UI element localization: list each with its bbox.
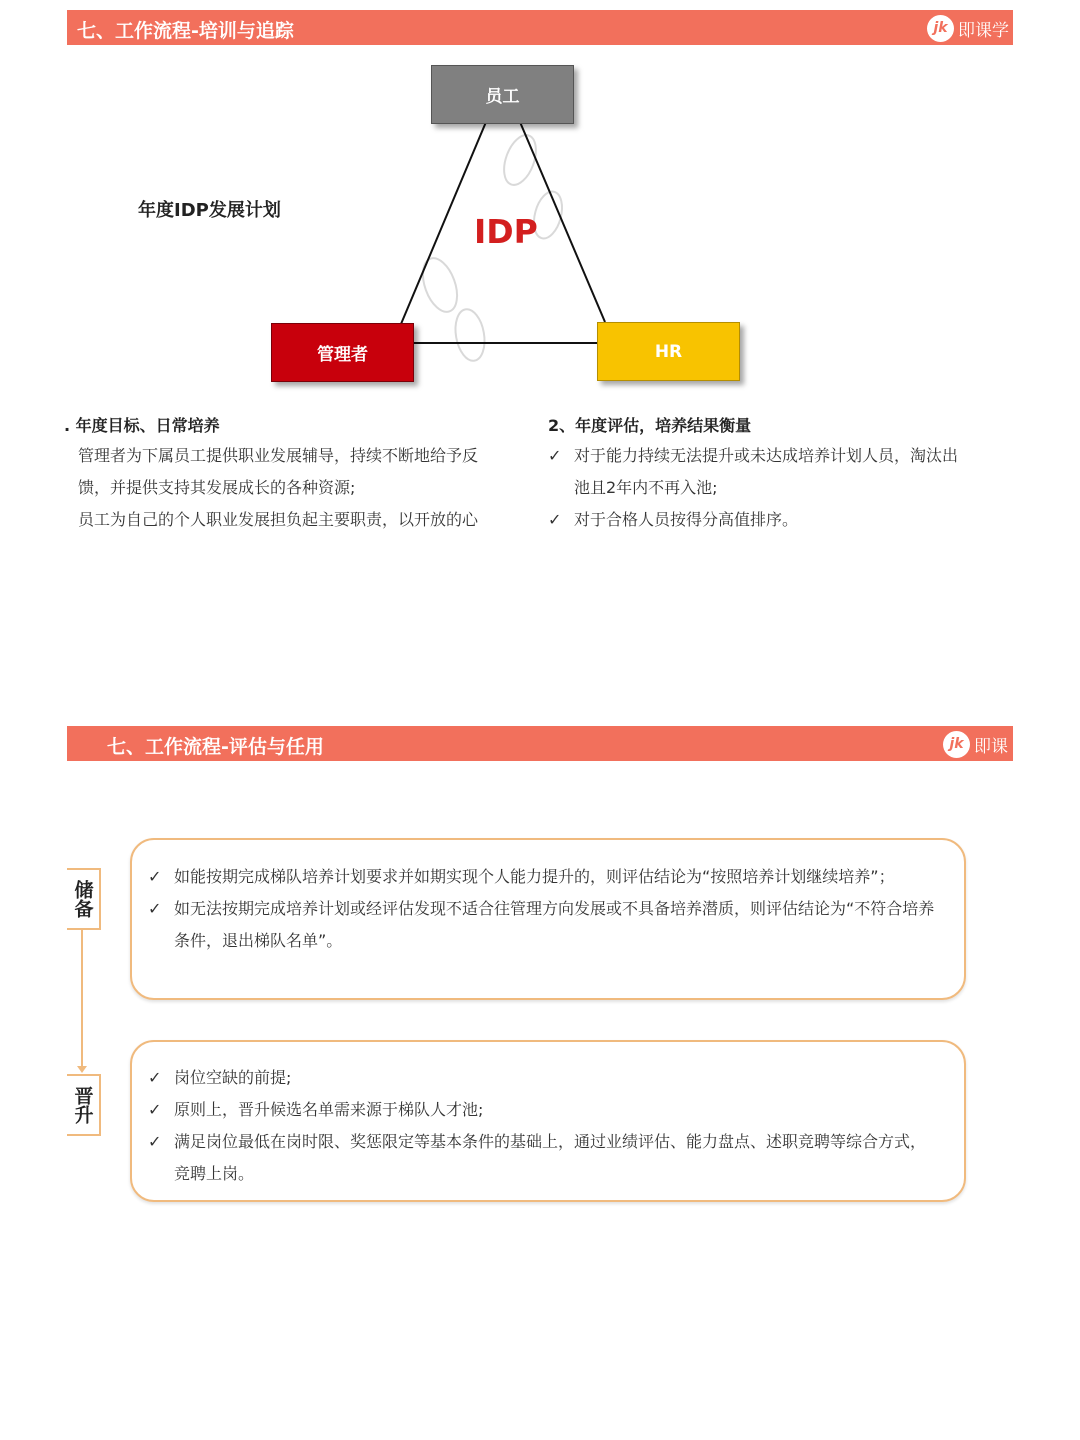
annual-idp-plan-label: 年度IDP发展计划: [138, 200, 281, 221]
node-manager: 管理者: [271, 323, 414, 382]
stage-connector-line: [81, 930, 83, 1070]
right-column-heading: 2、年度评估，培养结果衡量: [548, 416, 752, 435]
right-column-list: [548, 440, 973, 536]
list-item: [548, 504, 973, 536]
check-icon: ✓: [148, 1100, 162, 1119]
check-icon: ✓: [148, 899, 162, 918]
paragraph-line: 员工为自己的个人职业发展担负起主要职责，以开放的心: [78, 510, 479, 529]
stage-tab-reserve: 储备: [67, 868, 101, 930]
list-item-text: 对于能力持续无法提升或未达成培养计划人员，淘汰出池且2年内不再入池;: [574, 446, 959, 497]
logo-mark-icon: jk: [943, 731, 970, 758]
list-item-text: 如无法按期完成培养计划或经评估发现不适合往管理方向发展或不具备培养潜质，则评估结论为“不符合培养条件，退出梯队名单”。: [174, 899, 935, 950]
check-icon: ✓: [148, 1068, 162, 1087]
logo-mark-icon: jk: [927, 15, 954, 42]
list-item-text: 如能按期完成梯队培养计划要求并如期实现个人能力提升的，则评估结论为“按照培养计划继续培养”；: [174, 867, 895, 886]
stage-connector-arrow-icon: [77, 1066, 87, 1073]
section-title: 七、工作流程-培训与追踪: [77, 20, 294, 42]
paragraph-line: 馈，并提供支持其发展成长的各种资源;: [78, 478, 356, 497]
check-icon: ✓: [548, 446, 562, 465]
list-item: [148, 1062, 938, 1094]
idp-center-label: IDP: [474, 212, 538, 251]
promotion-criteria-box: [130, 1040, 966, 1202]
check-icon: ✓: [148, 867, 162, 886]
list-item-text: 对于合格人员按得分高值排序。: [574, 510, 799, 529]
left-column-paragraph: [78, 440, 538, 536]
check-icon: ✓: [548, 510, 562, 529]
list-item: [148, 1126, 938, 1190]
paragraph-line: 管理者为下属员工提供职业发展辅导，持续不断地给予反: [78, 446, 479, 465]
list-item-text: 岗位空缺的前提;: [174, 1068, 292, 1087]
check-icon: ✓: [148, 1132, 162, 1151]
brand-logo: [943, 729, 1013, 759]
reserve-criteria-box: [130, 838, 966, 1000]
logo-text: 即课学: [958, 20, 1009, 41]
reserve-criteria-list: [148, 861, 938, 957]
list-item: [148, 861, 938, 893]
section-title: 七、工作流程-评估与任用: [107, 736, 324, 758]
logo-text: 即课: [974, 736, 1008, 757]
list-item-text: 原则上，晋升候选名单需来源于梯队人才池;: [174, 1100, 484, 1119]
list-item-text: 满足岗位最低在岗时限、奖惩限定等基本条件的基础上，通过业绩评估、能力盘点、述职竞聘等综合方式，竞聘上岗。: [174, 1132, 927, 1183]
node-hr: HR: [597, 322, 740, 381]
section-header-evaluation: [67, 726, 1013, 761]
left-column-heading: . 年度目标、日常培养: [64, 416, 220, 435]
list-item: [148, 893, 938, 957]
stage-tab-promotion: 晋升: [67, 1074, 101, 1136]
list-item: [548, 440, 973, 504]
node-employee: 员工: [431, 65, 574, 124]
list-item: [148, 1094, 938, 1126]
promotion-criteria-list: [148, 1062, 938, 1190]
